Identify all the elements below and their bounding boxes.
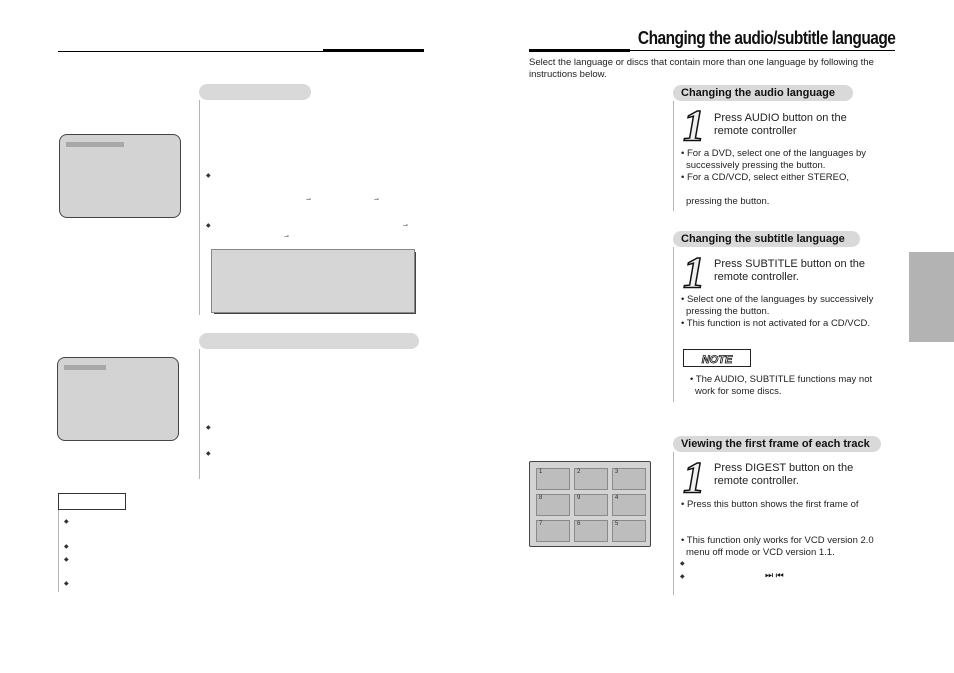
digest-screen bbox=[529, 461, 651, 547]
digest-note-2-line-1: • This function only works for VCD version 2.0 bbox=[681, 535, 874, 546]
left-note-box bbox=[58, 493, 126, 510]
subtitle-step-line-2: remote controller. bbox=[714, 271, 799, 283]
audio-step-line-2: remote controller bbox=[714, 125, 797, 137]
subtitle-step-line-1: Press SUBTITLE button on the bbox=[714, 258, 866, 270]
intro-line-1: Select the language or discs that contain more than one language by following the bbox=[529, 57, 874, 68]
left-arrow-2: ⇀ bbox=[374, 197, 380, 203]
left-bullet-4: ◆ bbox=[206, 451, 211, 457]
note-line-2: work for some discs. bbox=[695, 386, 782, 397]
digest-bullet-2: ◆ bbox=[680, 574, 685, 580]
digest-tile-number: 8 bbox=[539, 495, 543, 501]
left-screen-2-bar bbox=[64, 365, 106, 370]
subtitle-section-divider bbox=[673, 247, 674, 402]
audio-note-1-line-2: successively pressing the button. bbox=[686, 160, 826, 171]
digest-tile-number: 2 bbox=[577, 469, 581, 475]
left-screen-2 bbox=[57, 357, 179, 441]
subtitle-note-1-line-1: • Select one of the languages by successively bbox=[681, 294, 874, 305]
left-header-rule-thick bbox=[323, 49, 424, 52]
digest-step-line-2: remote controller. bbox=[714, 475, 799, 487]
subtitle-note-2-line-1: • This function is not activated for a CD/VCD. bbox=[681, 318, 871, 329]
chapter-tab bbox=[909, 252, 954, 342]
subtitle-section-heading: Changing the subtitle language bbox=[673, 231, 860, 247]
digest-section-divider bbox=[673, 452, 674, 595]
page-title: Changing the audio/subtitle language bbox=[637, 28, 895, 48]
left-section1-heading bbox=[199, 84, 311, 100]
audio-step-line-1: Press AUDIO button on the bbox=[714, 112, 847, 124]
digest-tile-number: 1 bbox=[539, 469, 543, 475]
digest-section-heading: Viewing the first frame of each track bbox=[673, 436, 881, 452]
left-note-divider bbox=[58, 510, 59, 592]
subtitle-step-number: 1 bbox=[683, 248, 705, 297]
audio-trailing: pressing the button. bbox=[686, 196, 770, 207]
note-badge-label: NOTE bbox=[701, 354, 733, 366]
digest-tile bbox=[612, 468, 646, 490]
left-bullet-2: ◆ bbox=[206, 223, 211, 229]
left-arrow-3: ⇀ bbox=[403, 223, 409, 229]
digest-tile bbox=[612, 494, 646, 516]
left-screen-1 bbox=[59, 134, 181, 218]
digest-step-number: 1 bbox=[683, 453, 705, 502]
digest-tile-number: 7 bbox=[539, 521, 543, 527]
left-screen-1-bar bbox=[66, 142, 124, 147]
right-header-rule-thick bbox=[529, 49, 630, 52]
left-bullet-3: ◆ bbox=[206, 425, 211, 431]
left-section1-divider bbox=[199, 100, 200, 315]
left-note-bullet-1: ◆ bbox=[64, 519, 69, 525]
digest-tile bbox=[536, 520, 570, 542]
left-section2-divider bbox=[199, 349, 200, 479]
digest-note-1: • Press this button shows the first frame of bbox=[681, 499, 859, 510]
digest-tile-number: 4 bbox=[615, 495, 619, 501]
audio-section-divider bbox=[673, 101, 674, 211]
digest-tile-number: 3 bbox=[615, 469, 619, 475]
left-section2-heading bbox=[199, 333, 419, 349]
audio-note-2-line-1: • For a CD/VCD, select either STEREO, bbox=[681, 172, 850, 183]
digest-tile bbox=[574, 494, 608, 516]
digest-tile bbox=[612, 520, 646, 542]
digest-tile bbox=[536, 494, 570, 516]
skip-buttons-icon: ⏭ ⏮ bbox=[765, 570, 784, 580]
left-note-bullet-2: ◆ bbox=[64, 544, 69, 550]
left-bullet-1: ◆ bbox=[206, 173, 211, 179]
intro-line-2: instructions below. bbox=[529, 69, 607, 80]
subtitle-note-1-line-2: pressing the button. bbox=[686, 306, 770, 317]
digest-tile-number: 5 bbox=[615, 521, 619, 527]
left-note-bullet-3: ◆ bbox=[64, 557, 69, 563]
left-note-bullet-4: ◆ bbox=[64, 581, 69, 587]
digest-tile-number: 6 bbox=[577, 521, 581, 527]
left-info-box bbox=[211, 249, 415, 313]
note-line-1: • The AUDIO, SUBTITLE functions may not bbox=[690, 374, 873, 385]
digest-note-2-line-2: menu off mode or VCD version 1.1. bbox=[686, 547, 835, 558]
note-badge bbox=[683, 349, 751, 367]
digest-bullet-1: ◆ bbox=[680, 561, 685, 567]
digest-tile bbox=[536, 468, 570, 490]
digest-tile bbox=[574, 468, 608, 490]
left-arrow-4: ⇀ bbox=[284, 234, 290, 240]
digest-step-line-1: Press DIGEST button on the bbox=[714, 462, 854, 474]
audio-step-number: 1 bbox=[683, 101, 705, 150]
digest-tile-number: 9 bbox=[577, 495, 581, 501]
audio-section-heading: Changing the audio language bbox=[673, 85, 853, 101]
audio-note-1-line-1: • For a DVD, select one of the languages by bbox=[681, 148, 866, 159]
digest-tile bbox=[574, 520, 608, 542]
left-arrow-1: ⇀ bbox=[306, 197, 312, 203]
